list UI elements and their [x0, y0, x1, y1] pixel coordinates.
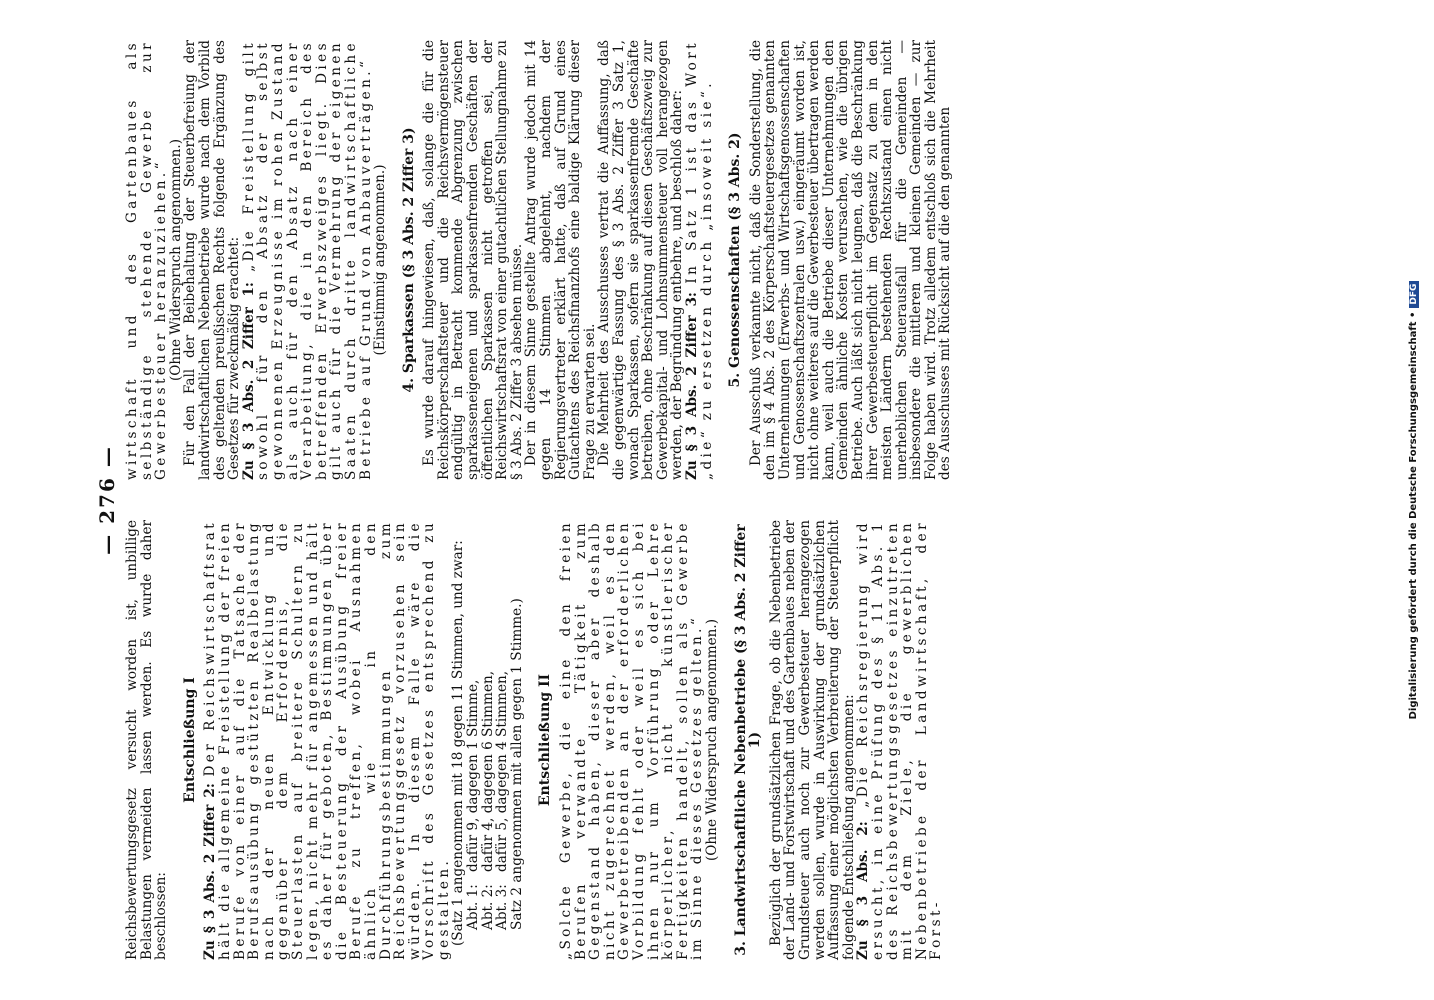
genossenschaften-paragraph: Der Ausschuß verkannte nicht, daß die Sonderstellung, die den im § 4 Abs. 2 des Körperschaftsteuergesetzes genannten Unternehmungen (Erwerbs- und Wirtschaftsgenossenschaften und Genossenschaftszentralen usw.) eingeräumt worden ist, nicht ohne weiteres auf die Gewerbesteuer übertragen werden kann, weil auch die Betriebe dieser Unternehmungen den Gemeinden ähnliche Kosten verursachen, wie die übrigen Betriebe. Auch läßt sich nicht leugnen, daß die Beschränkung ihrer Gewerbesteuerpflicht im Gegensatz zu dem in den meisten Ländern bestehenden Rechtszustand einen nicht unerheblichen Steuerausfall für die Gemeinden — insbesondere die mittleren und kleinen Gemeinden — zur Folge haben wird. Trotz alledem entschloß sich die Mehrheit des Ausschusses mit Rücksicht auf die den genannten: [747, 40, 954, 480]
vote-intro: (Satz 1 angenommen mit 18 gegen 11 Stimmen, und zwar:: [450, 540, 467, 946]
intro-paragraph: Reichsbewertungsgesetz versucht worden ist, unbillige Belastungen vermeiden lassen werden. Es wurde daher beschlossen:: [124, 520, 170, 960]
sparkassen-resolution: [685, 40, 714, 480]
continued-resolution-text: wirtschaft und des Gartenbaues als selbständige stehende Gewerbe zur Gewerbesteuer heranzuziehen.“: [124, 40, 170, 480]
vote-row: Abt. 1: dafür 9, dagegen 1 Stimme,: [465, 679, 482, 930]
clause-reference: Zu § 3 Abs. 2 Ziffer 1:: [240, 282, 257, 480]
clause-reference: Zu § 3 Abs. 2 Ziffer 3:: [683, 292, 700, 480]
heading-entschliessung-2: Entschließung II: [537, 673, 554, 807]
heading-entschliessung-1: Entschließung I: [181, 677, 198, 803]
vote-summary: Satz 2 angenommen mit allen gegen 1 Stimme.): [508, 598, 525, 930]
exemption-resolution: [242, 40, 373, 480]
sparkassen-paragraph-3: Die Mehrheit des Ausschusses vertrat die Auffassung, daß die gegenwärtige Fassung des § 3 Abs. 2 Ziffer 3 Satz 1, wonach Sparkassen, sofern sie sparkassenfremde Geschäfte betreiben, ohne Beschränkung auf diesen Geschäftszweig zur Gewerbekapital- und Lohnsummensteuer voll herangezogen werden, der Begründung entbehre, und beschloß daher:: [596, 40, 686, 480]
digitization-credit: [1408, 20, 1419, 980]
exemption-paragraph: Für den Fall der Beibehaltung der Steuerbefreiung der landwirtschaftlichen Nebenbetriebe wurde nach dem Vorbild des geltenden preußischen Rechts folgende Ergänzung des Gesetzes für zweckmäßig erachtet:: [182, 40, 243, 480]
heading-section-4: 4. Sparkassen (§ 3 Abs. 2 Ziffer 3): [400, 127, 417, 393]
resolution-1-text: Der Reichswirtschaftsrat hält die allgemeine Freistellung der freien Berufe von einer auf die Tatsache der Berufsausübung gestützten Realbelastung nach der neuen Entwicklung und gegenüber dem Erfordernis, die Steuerlasten auf breitere Schultern zu legen, nicht mehr für angemessen und hält es daher für geboten, Bestimmungen über die Besteuerung der Ausübung freier Berufe zu treffen, wobei Ausnahmen ähnlich wie in den Durchführungsbestimmungen zum Reichsbewertungsgesetz vorzusehen sein würden. In diesem Falle wäre die Vorschrift des Gesetzes entsprechend zu gestalten.: [202, 519, 452, 960]
section-3-resolution-text: „Die Reichsregierung wird ersucht, in eine Prüfung des § 11 Abs. 1 des Reichsbewertungsgesetzes einzutreten mit dem Ziele, die gewerblichen Nebenbetriebe der Landwirtschaft, der Forst-: [855, 519, 945, 960]
resolution-2-note: (Ohne Widerspruch angenommen.): [703, 618, 720, 862]
sparkassen-paragraph-1: Es wurde darauf hingewiesen, daß, solange die für die Reichskörperschaftsteuer und die Reichsvermögensteuer endgültig in Betracht kommende Abgrenzung zwischen sparkasseneigenen und sparkassenfremden Geschäften der öffentlichen Sparkassen nicht getroffen sei, der Reichswirtschaftsrat von einer gutachtlichen Stellungnahme zu § 3 Abs. 2 Ziffer 3 absehen müsse.: [421, 40, 525, 480]
vote-row: Abt. 2: dafür 4, dagegen 6 Stimmen,: [479, 670, 496, 930]
credit-text: Digitalisierung gefördert durch die Deutsche Forschungsgemeinschaft •: [1408, 311, 1419, 720]
vote-list: [466, 520, 524, 960]
resolution-2-text: „Solche Gewerbe, die eine den freien Berufen verwandte Tätigkeit zum Gegenstand haben, dieser aber deshalb nicht zugerechnet werden, weil es den Gewerbetreibenden an der erforderlichen Vorbildung fehlt oder weil es sich bei ihnen nur um Vorführung oder Lehre körperlicher, nicht künstlerischer Fertigkeiten handelt, sollen als Gewerbe im Sinne dieses Gesetzes gelten.“: [558, 520, 706, 960]
resolution-1-paragraph: [203, 520, 451, 960]
heading-section-5: 5. Genossenschaften (§ 3 Abs. 2): [727, 132, 744, 388]
heading-section-3: 3. Landwirtschaftliche Nebenbetriebe (§ 3 Abs. 2 Ziffer 1): [732, 524, 764, 956]
exemption-note: (Einstimmig angenommen.): [372, 164, 389, 356]
vote-row: Abt. 3: dafür 5, dagegen 4 Stimmen,: [494, 670, 511, 930]
exemption-resolution-text: „Die Freistellung gilt sowohl für den Absatz der selbst gewonnenen Erzeugnisse im rohen Zustand als auch für den Absatz nach einer Verarbeitung, die in den Bereich des betreffenden Erwerbszweiges liegt. Dies gilt auch für die Vermehrung der eigenen Saaten durch dritte landwirtschaftliche Betriebe auf Grund von Anbauverträgen.“: [240, 39, 374, 480]
clause-reference: Zu § 3 Abs. 2 Ziffer 2:: [202, 783, 219, 960]
sparkassen-resolution-text: In Satz 1 ist das Wort „die“ zu ersetzen durch „insoweit sie“.: [683, 39, 715, 480]
sparkassen-paragraph-2: Der in diesem Sinne gestellte Antrag wurde jedoch mit 14 gegen 14 Stimmen abgelehnt, nachdem der Regierungsvertreter erklärt hatte, daß auf Grund eines Gutachtens des Reichsfinanzhofs eine baldige Klärung dieser Frage zu erwarten sei.: [523, 40, 598, 480]
clause-reference: Zu § 3 Abs. 2:: [855, 821, 872, 960]
page-number: — 276 —: [95, 445, 119, 555]
right-column: [125, 40, 953, 480]
section-3-resolution: [856, 520, 944, 960]
dfg-logo: DFG: [1409, 281, 1419, 308]
continued-resolution-note: (Ohne Widerspruch angenommen.): [167, 138, 184, 382]
section-3-paragraph: Bezüglich der grundsätzlichen Frage, ob die Nebenbetriebe der Land- und Forstwirtschaft und des Gartenbaues neben der Grundsteuer auch noch zur Gewerbesteuer herangezogen werden sollen, wurde in Auswirkung der grundsätzlichen Auffassung einer möglichsten Verbreiterung der Steuerpflicht folgende Entschließung angenommen:: [767, 520, 857, 960]
left-column: [125, 520, 944, 960]
